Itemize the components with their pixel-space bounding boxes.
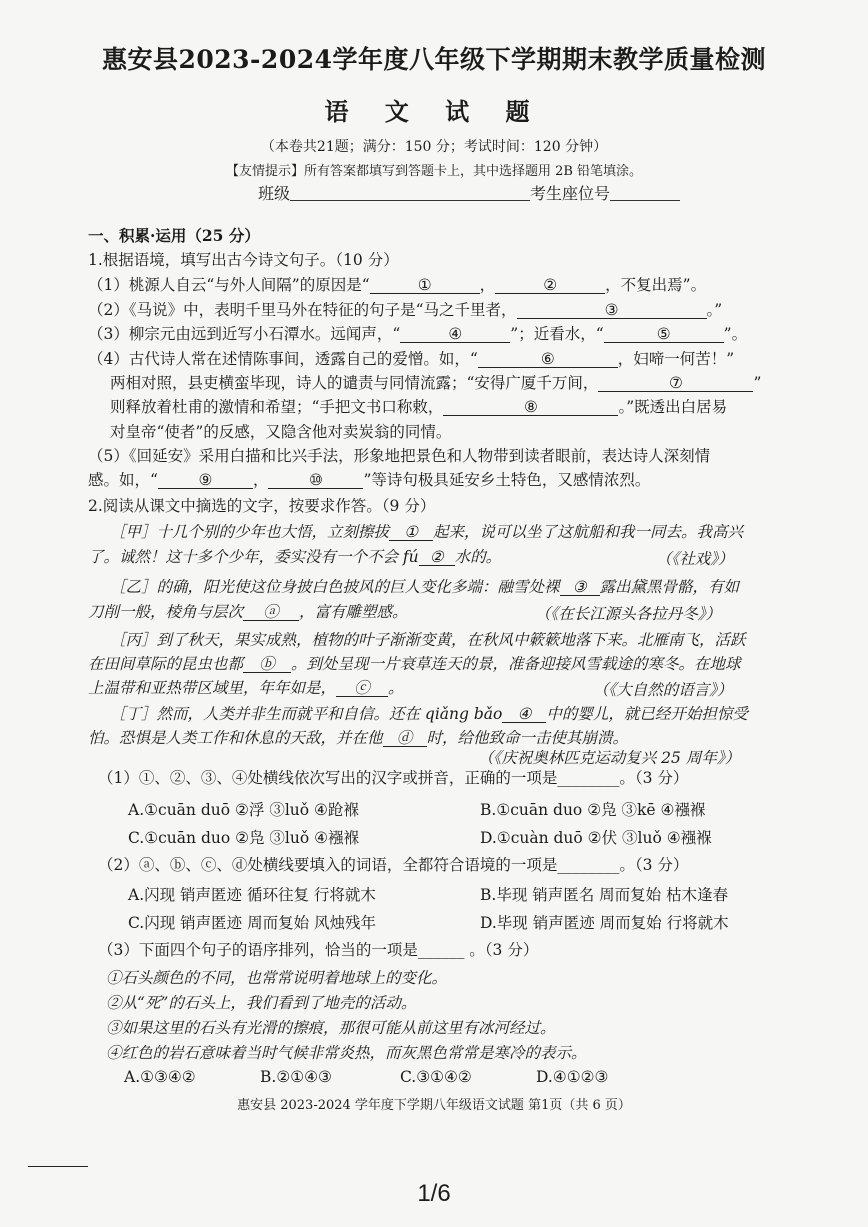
sub-q1-option-c[interactable]: C.①cuān duo ②凫 ③luǒ ④襁褓 [128,829,360,847]
sub-q2-stem: （2）ⓐ、ⓑ、ⓒ、ⓓ处横线要填入的词语，全都符合语境的一项是________。（3 分） [98,856,689,874]
sub-q2-option-d[interactable]: D.毕现 销声匿迹 周而复始 行将就木 [480,914,729,932]
q1-line-2: （2）《马说》中，表明千里马外在特征的句子是“马之千里者， ③ 。” [88,301,723,319]
blank-bing-c[interactable]: ⓒ [336,680,388,697]
blank-yi-3[interactable]: ③ [560,579,600,596]
q1-line-9: 感。如，“ ⑨ ， ⑩ ”等诗句极具延安乡土特色，又感情浓烈。 [88,471,651,489]
sub-q2-option-b[interactable]: B.毕现 销声匿名 周而复始 枯木逢春 [480,886,729,904]
exam-title: 惠安县2023-2024学年度八年级下学期期末教学质量检测 [101,45,767,74]
blank-4[interactable]: ④ [400,326,510,343]
friendly-tip: 【友情提示】所有答案都填写到答题卡上，其中选择题用 2B 铅笔填涂。 [225,164,643,179]
page-footer: 惠安县 2023-2024 学年度下学期八年级语文试题 第1页（共 6 页） [237,1098,631,1113]
passage-jia-line-2: 了。诚然！这十多个少年，委实没有一个不会 fú ② 水的。 [88,548,502,566]
blank-2[interactable]: ② [495,277,605,294]
passage-bing-source: （《大自然的语言》） [593,681,733,699]
blank-3[interactable]: ③ [517,302,707,319]
sub-q1-option-b[interactable]: B.①cuān duo ②凫 ③kē ④襁褓 [480,801,706,819]
q1-line-5: 两相对照，县吏横蛮毕现，诗人的谴责与同情流露；“安得广厦千万间， ⑦ ” [110,374,762,392]
section-heading: 一、积累·运用（25 分） [88,226,260,245]
blank-7[interactable]: ⑦ [598,375,753,392]
class-label: 班级 [258,184,291,203]
passage-yi-line-2: 刀削一般，棱角与层次 ⓐ ，富有雕塑感。 [88,603,408,621]
blank-8[interactable]: ⑧ [443,399,618,416]
sub-q3-option-b[interactable]: B.②①④③ [260,1068,332,1086]
blank-10[interactable]: ⑩ [268,472,363,489]
blank-ding-d[interactable]: ⓓ [383,730,427,747]
blank-6[interactable]: ⑥ [478,351,618,368]
page-counter: 1/6 [417,1180,451,1207]
q1-line-3: （3）柳宗元由远到近写小石潭水。远闻声，“ ④ ”；近看水，“ ⑤ ”。 [88,325,748,343]
sub-q3-option-c[interactable]: C.③①④② [400,1068,472,1086]
passage-ding-source: （《庆祝奥林匹克运动复兴 25 周年》） [478,749,741,767]
sub-q3-option-d[interactable]: D.④①②③ [536,1068,609,1086]
blank-yi-a[interactable]: ⓐ [243,604,299,621]
blank-5[interactable]: ⑤ [604,326,724,343]
sentence-4: ④红色的岩石意味着当时气候非常炎热，而灰黑色常常是寒冷的表示。 [106,1044,587,1062]
passage-jia-source: （《社戏》） [656,550,734,568]
blank-jia-2[interactable]: ② [419,549,455,566]
sub-q1-option-d[interactable]: D.①cuàn duō ②伏 ③luǒ ④襁褓 [480,829,712,847]
student-info-line [258,181,680,204]
sentence-3: ③如果这里的石头有光滑的擦痕，那很可能从前这里有冰河经过。 [106,1019,556,1037]
q2-stem: 2.阅读从课文中摘选的文字，按要求作答。（9 分） [88,497,436,515]
class-field[interactable] [290,186,410,201]
q1-line-8: （5）《回延安》采用白描和比兴手法，形象地把景色和人物带到读者眼前，表达诗人深刻情 [88,447,711,465]
q1-line-4: （4）古代诗人常在述情陈事间，透露自己的爱憎。如，“ ⑥ ，妇啼一何苦！” [88,350,735,368]
sub-q1-stem: （1）①、②、③、④处横线依次写出的汉字或拼音，正确的一项是________。（3 分） [98,769,689,787]
passage-bing-line-1: ［丙］到了秋天，果实成熟，植物的叶子渐渐变黄，在秋风中簌簌地落下来。北雁南飞，活跃 [110,631,746,649]
passage-yi-line-1: ［乙］的确，阳光使这位身披白色披风的巨人变化多端：融雪处裸 ③ 露出黛黑骨骼，有如 [110,578,740,596]
passage-bing-line-2: 在田间草际的昆虫也都 ⓑ 。到处呈现一片衰草连天的景，准备迎接风雪载途的寒冬。在地球 [88,655,741,673]
name-field[interactable] [410,186,530,201]
blank-jia-1[interactable]: ① [389,524,433,541]
blank-ding-4[interactable]: ④ [502,706,546,723]
blank-1[interactable]: ① [370,277,480,294]
sentence-1: ①石头颜色的不同，也常常说明着地球上的变化。 [106,969,448,987]
passage-ding-line-1: ［丁］然而，人类并非生而就平和自信。还在 qiǎng bǎo ④ 中的婴儿，就已经开始担惊受 [110,705,748,723]
passage-yi-source: （《在长江源头各拉丹冬》） [535,605,722,623]
blank-bing-b[interactable]: ⓑ [243,656,291,673]
passage-jia-line-1: ［甲］十几个别的少年也大悟，立刻擦拔 ① 起来，说可以坐了这航船和我一同去。我高兴 [110,523,744,541]
q1-line-7: 对皇帝“使者”的反感，又隐含他对卖炭翁的同情。 [110,423,452,441]
sub-q2-option-c[interactable]: C.闪现 销声匿迹 周而复始 风烛残年 [128,914,377,932]
exam-info: （本卷共21题；满分：150 分；考试时间：120 分钟） [260,139,608,155]
subject-title: 语 文 试 题 [324,97,544,126]
scan-mark [28,1166,88,1167]
seat-label: 考生座位号 [530,184,611,203]
seat-field[interactable] [610,186,680,201]
q1-line-1: （1）桃源人自云“与外人间隔”的原因是“ ① ， ② ，不复出焉”。 [88,276,707,294]
sentence-2: ②从“死”的石头上，我们看到了地壳的活动。 [106,994,417,1012]
sub-q2-option-a[interactable]: A.闪现 销声匿迹 循环往复 行将就木 [128,886,376,904]
passage-ding-line-2: 怕。恐惧是人类工作和休息的天敌，并在他 ⓓ 时，给他致命一击使其崩溃。 [88,729,629,747]
passage-bing-line-3: 上温带和亚热带区域里，年年如是， ⓒ 。 [88,679,404,697]
q1-line-6: 则释放着杜甫的激情和希望；“手把文书口称敕， ⑧ 。”既透出白居易 [110,398,728,416]
blank-9[interactable]: ⑨ [158,472,253,489]
sub-q3-option-a[interactable]: A.①③④② [124,1068,196,1086]
q1-stem: 1.根据语境，填写出古今诗文句子。（10 分） [88,251,399,269]
sub-q1-option-a[interactable]: A.①cuān duō ②浮 ③luǒ ④跄褓 [128,801,359,819]
sub-q3-stem: （3）下面四个句子的语序排列，恰当的一项是______ 。（3 分） [98,941,539,959]
